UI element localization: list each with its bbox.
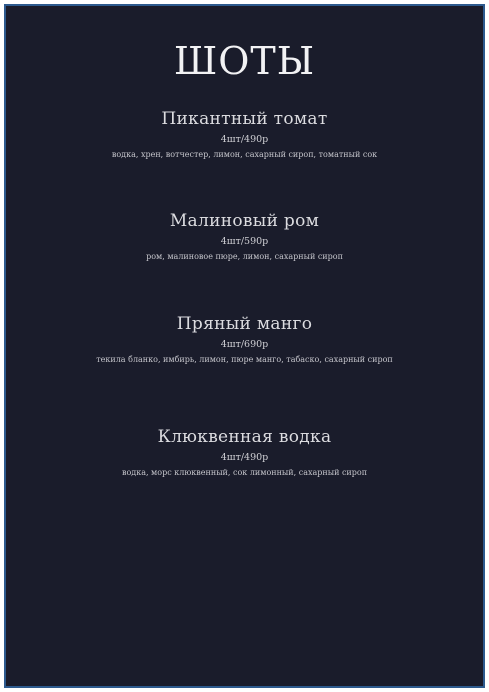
- item-name: Пикантный томат: [161, 109, 328, 129]
- item-name: Малиновый ром: [169, 211, 320, 231]
- menu-item: [96, 426, 393, 478]
- menu-item: [76, 108, 413, 160]
- menu-item: [94, 313, 395, 365]
- menu-item: [96, 210, 393, 262]
- item-price: 4шт/490р: [220, 134, 269, 145]
- item-price: 4шт/490р: [220, 452, 269, 463]
- item-ingredients: текила бланко, имбирь, лимон, пюре манго, табаско, сахарный сироп: [96, 355, 393, 364]
- item-name: Пряный манго: [176, 314, 313, 334]
- item-ingredients: водка, хрен, вотчестер, лимон, сахарный сироп, томатный сок: [111, 150, 378, 159]
- menu-title: ШОТЫ: [173, 39, 316, 83]
- item-price: 4шт/590р: [220, 236, 269, 247]
- item-price: 4шт/690р: [220, 339, 269, 350]
- item-ingredients: ром, малиновое пюре, лимон, сахарный сироп: [146, 252, 343, 261]
- item-ingredients: водка, морс клюквенный, сок лимонный, сахарный сироп: [121, 468, 368, 477]
- item-name: Клюквенная водка: [157, 427, 332, 447]
- menu-card: [4, 4, 485, 688]
